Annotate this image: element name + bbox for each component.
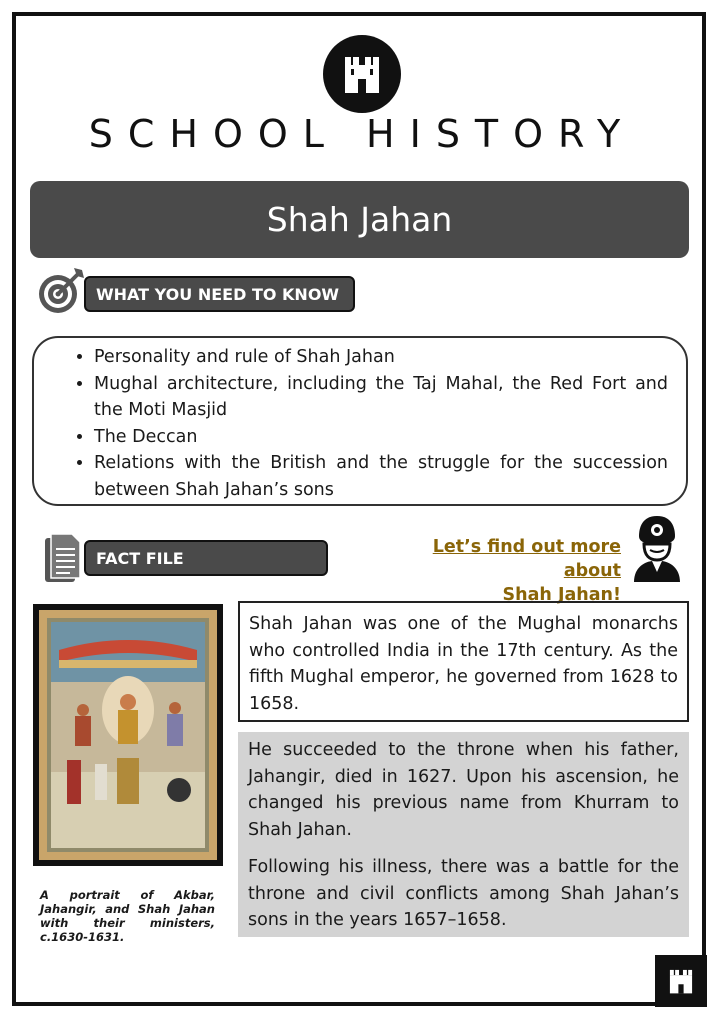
castle-icon xyxy=(323,35,401,113)
fact-paragraph: He succeeded to the throne when his father, Jahangir, died in 1627. Upon his ascension, he changed his previous name from Khurram to Shah Jahan. xyxy=(248,740,679,840)
link-line-2: Shah Jahan! xyxy=(502,585,621,605)
portrait-image xyxy=(33,604,223,866)
image-caption: A portrait of Akbar, Jahangir, and Shah Jahan with their ministers, c.1630-1631. xyxy=(40,888,215,944)
corner-castle-icon xyxy=(655,955,707,1007)
title-bar xyxy=(30,181,689,258)
mughal-emperor-icon xyxy=(630,514,684,582)
need-to-know-heading xyxy=(84,276,355,312)
target-icon xyxy=(36,266,86,316)
fact-file-heading xyxy=(84,540,328,576)
need-to-know-heading-text: WHAT YOU NEED TO KNOW xyxy=(96,284,340,304)
list-item: • Personality and rule of Shah Jahan xyxy=(94,344,668,371)
fact-box-1 xyxy=(238,601,689,722)
fact-file-heading-text: FACT FILE xyxy=(96,548,184,568)
list-item: • Relations with the British and the struggle for the succession between Shah Jahan’s sons xyxy=(94,450,668,503)
list-item: • The Deccan xyxy=(94,424,668,451)
fact-paragraph: Following his illness, there was a battle for the throne and civil conflicts among Shah Jahan’s sons in the years 1657–1658. xyxy=(248,857,679,930)
document-icon xyxy=(44,533,82,583)
page-title: Shah Jahan xyxy=(266,200,453,239)
find-out-more-link[interactable] xyxy=(380,535,621,607)
link-line-1: Let’s find out more about xyxy=(432,537,621,581)
fact-box-2 xyxy=(238,732,689,937)
brand-name: SCHOOL HISTORY xyxy=(88,112,636,156)
need-to-know-box xyxy=(32,336,688,506)
fact-paragraph: Shah Jahan was one of the Mughal monarchs who controlled India in the 17th century. As the fifth Mughal emperor, he governed from 1628 to 1658. xyxy=(249,614,678,714)
list-item: • Mughal architecture, including the Taj Mahal, the Red Fort and the Moti Masjid xyxy=(94,371,668,424)
